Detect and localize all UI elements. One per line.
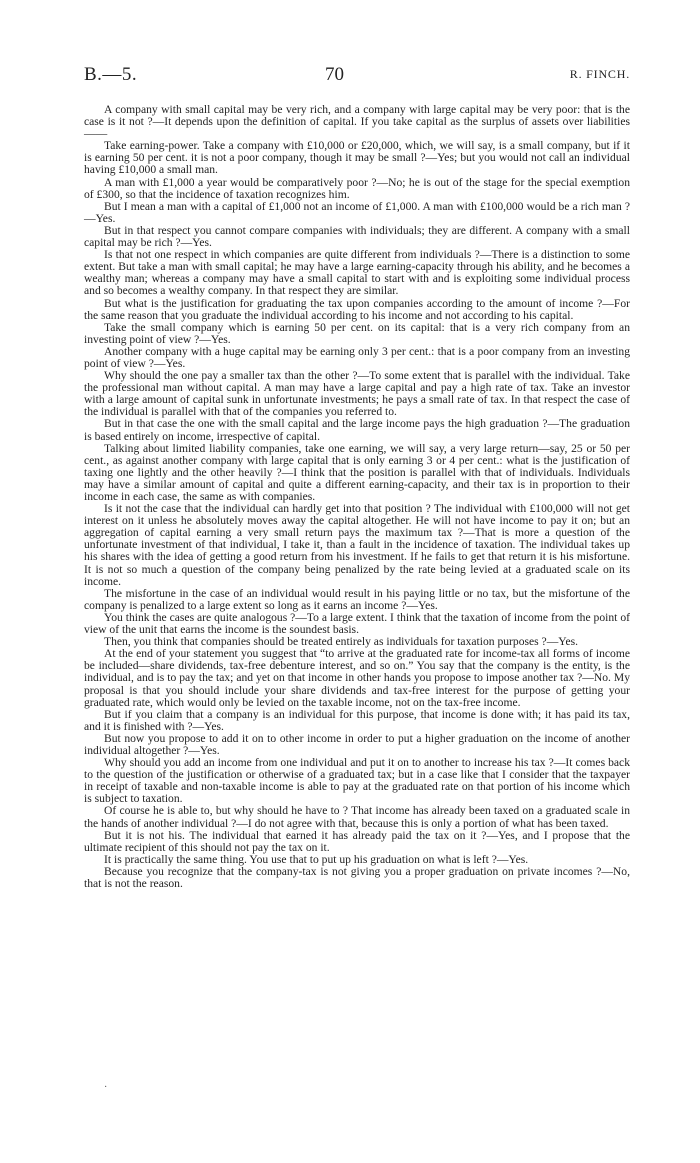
paragraph: Take earning-power. Take a company with £10,000 or £20,000, which, we will say, is a small company, but if it is earning 50 per cent. it is not a poor company, though it may be small ?—Yes; but you would not call an individual having £10,000 a small man. — [84, 139, 630, 177]
paragraph: Take the small company which is earning 50 per cent. on its capital: that is a very rich company from an investing point of view ?—Yes. — [84, 320, 630, 346]
paragraph: Why should you add an income from one individual and put it on to another to increase his tax ?—It comes back to the question of the justification or otherwise of a graduated tax; but in a case like that I consider that the taxpayer in receipt of taxable and non-taxable income is able to pay at the graduated rate on that portion of his income which is subject to taxation. — [84, 756, 630, 806]
paragraph: Because you recognize that the company-tax is not giving you a proper graduation on private incomes ?—No, that is not the reason. — [84, 864, 630, 890]
paragraph: Is it not the case that the individual can hardly get into that position ? The individual with £100,000 will not get interest on it unless he absolutely moves away the capital altogether. He will not have income to pay it on; but an aggregation of capital earning a very small return pays the maximum tax ?—That is more a question of the unfortunate investment of that individual, I take it, than a fault in the incidence of taxation. The individual takes up his shares with the idea of getting a good return from his investment. If he fails to get that return it is his misfortune. It is not so much a question of the company being penalized by the rate being levied at a graduated scale on its income. — [84, 502, 630, 588]
document-reference: B.—5. — [84, 64, 138, 85]
paragraph: But in that case the one with the small capital and the large income pays the high graduation ?—The graduation is based entirely on income, irrespective of capital. — [84, 417, 630, 443]
paragraph: Why should the one pay a smaller tax than the other ?—To some extent that is parallel with the individual. Take the professional man without capital. A man may have a large capital and pay a high rate of tax. Take an investor with a large amount of capital sunk in unfortunate investments; he pays a small rate of tax. In that respect the case of the individual is parallel with that of the companies you referred to. — [84, 369, 630, 419]
paragraph: But it is not his. The individual that earned it has already paid the tax on it ?—Yes, and I propose that the ultimate recipient of this should not pay the tax on it. — [84, 828, 630, 854]
paragraph: At the end of your statement you suggest that “to arrive at the graduated rate for income-tax all forms of income be included—share dividends, tax-free debenture interest, and so on.” You say that the company is the entity, is the individual, and is to pay the tax; and yet on that income in other hands you propose to impose another tax ?—No. My proposal is that you should include your share dividends and tax-free interest for the purpose of getting your graduated rate, which would only be levied on the taxable income, not on the tax-free income. — [84, 647, 630, 709]
paragraph: A company with small capital may be very rich, and a company with large capital may be very poor: that is the case is it not ?—It depends upon the definition of capital. If you take capital as the surplus of assets over liabilities—— — [84, 103, 630, 141]
page-header — [84, 64, 630, 86]
paragraph: But in that respect you cannot compare companies with individuals; they are different. A company with a small capital may be rich ?—Yes. — [84, 223, 630, 250]
paragraph: Of course he is able to, but why should he have to ? That income has already been taxed on a graduated scale in the hands of another individual ?—I do not agree with that, because this is only a portion of what has been taxed. — [84, 804, 630, 830]
paragraph: A man with £1,000 a year would be comparatively poor ?—No; he is out of the stage for the special exemption of £300, so that the incidence of taxation recognizes him. — [84, 175, 630, 201]
witness-name: R. FINCH. — [569, 67, 630, 81]
paragraph: Another company with a huge capital may be earning only 3 per cent.: that is a poor company from an investing point of view ?—Yes. — [84, 344, 630, 370]
paragraph: Then, you think that companies should be treated entirely as individuals for taxation purposes ?—Yes. — [104, 635, 579, 649]
body-text — [84, 104, 630, 890]
paragraph: Talking about limited liability companies, take one earning, we will say, a very large return—say, 25 or 50 per cent., as against another company with large capital that is only earning 3 or 4 per cent.: what is the justification of taxing one lightly and the other heavily ?—I think that the position is parallel with that of individuals. Individuals may have a similar amount of capital and quite a different earning-capacity, and their tax is in proportion to their income in each case, the same as with companies. — [84, 441, 630, 503]
paragraph: Is that not one respect in which companies are quite different from individuals ?—There is a distinction to some extent. But take a man with small capital; he may have a large earning-capacity through his ability, and he becomes a wealthy man; whereas a company may have a small capital to start with and is exploiting some individual process and so becomes a wealthy company. In that respect they are similar. — [84, 248, 630, 298]
paragraph: You think the cases are quite analogous ?—To a large extent. I think that the taxation of income from the point of view of the unit that earns the income is the soundest basis. — [84, 610, 630, 637]
paragraph: But now you propose to add it on to other income in order to put a higher graduation on the income of another individual altogether ?—Yes. — [84, 731, 630, 757]
stray-mark: · — [104, 1082, 108, 1093]
paragraph: But what is the justification for graduating the tax upon companies according to the amount of income ?—For the same reason that you graduate the individual according to his income and not according to his capital. — [84, 296, 630, 322]
paragraph: But if you claim that a company is an individual for this purpose, that income is done with; it has paid its tax, and it is finished with ?—Yes. — [84, 707, 630, 733]
page-number: 70 — [325, 64, 344, 85]
paragraph: But I mean a man with a capital of £1,000 not an income of £1,000. A man with £100,000 would be a rich man ?—Yes. — [84, 199, 630, 225]
paragraph: It is practically the same thing. You use that to put up his graduation on what is left ?—Yes. — [104, 852, 529, 866]
paragraph: The misfortune in the case of an individual would result in his paying little or no tax, but the misfortune of the company is penalized to a large extent so long as it earns an income ?—Yes. — [84, 586, 630, 612]
